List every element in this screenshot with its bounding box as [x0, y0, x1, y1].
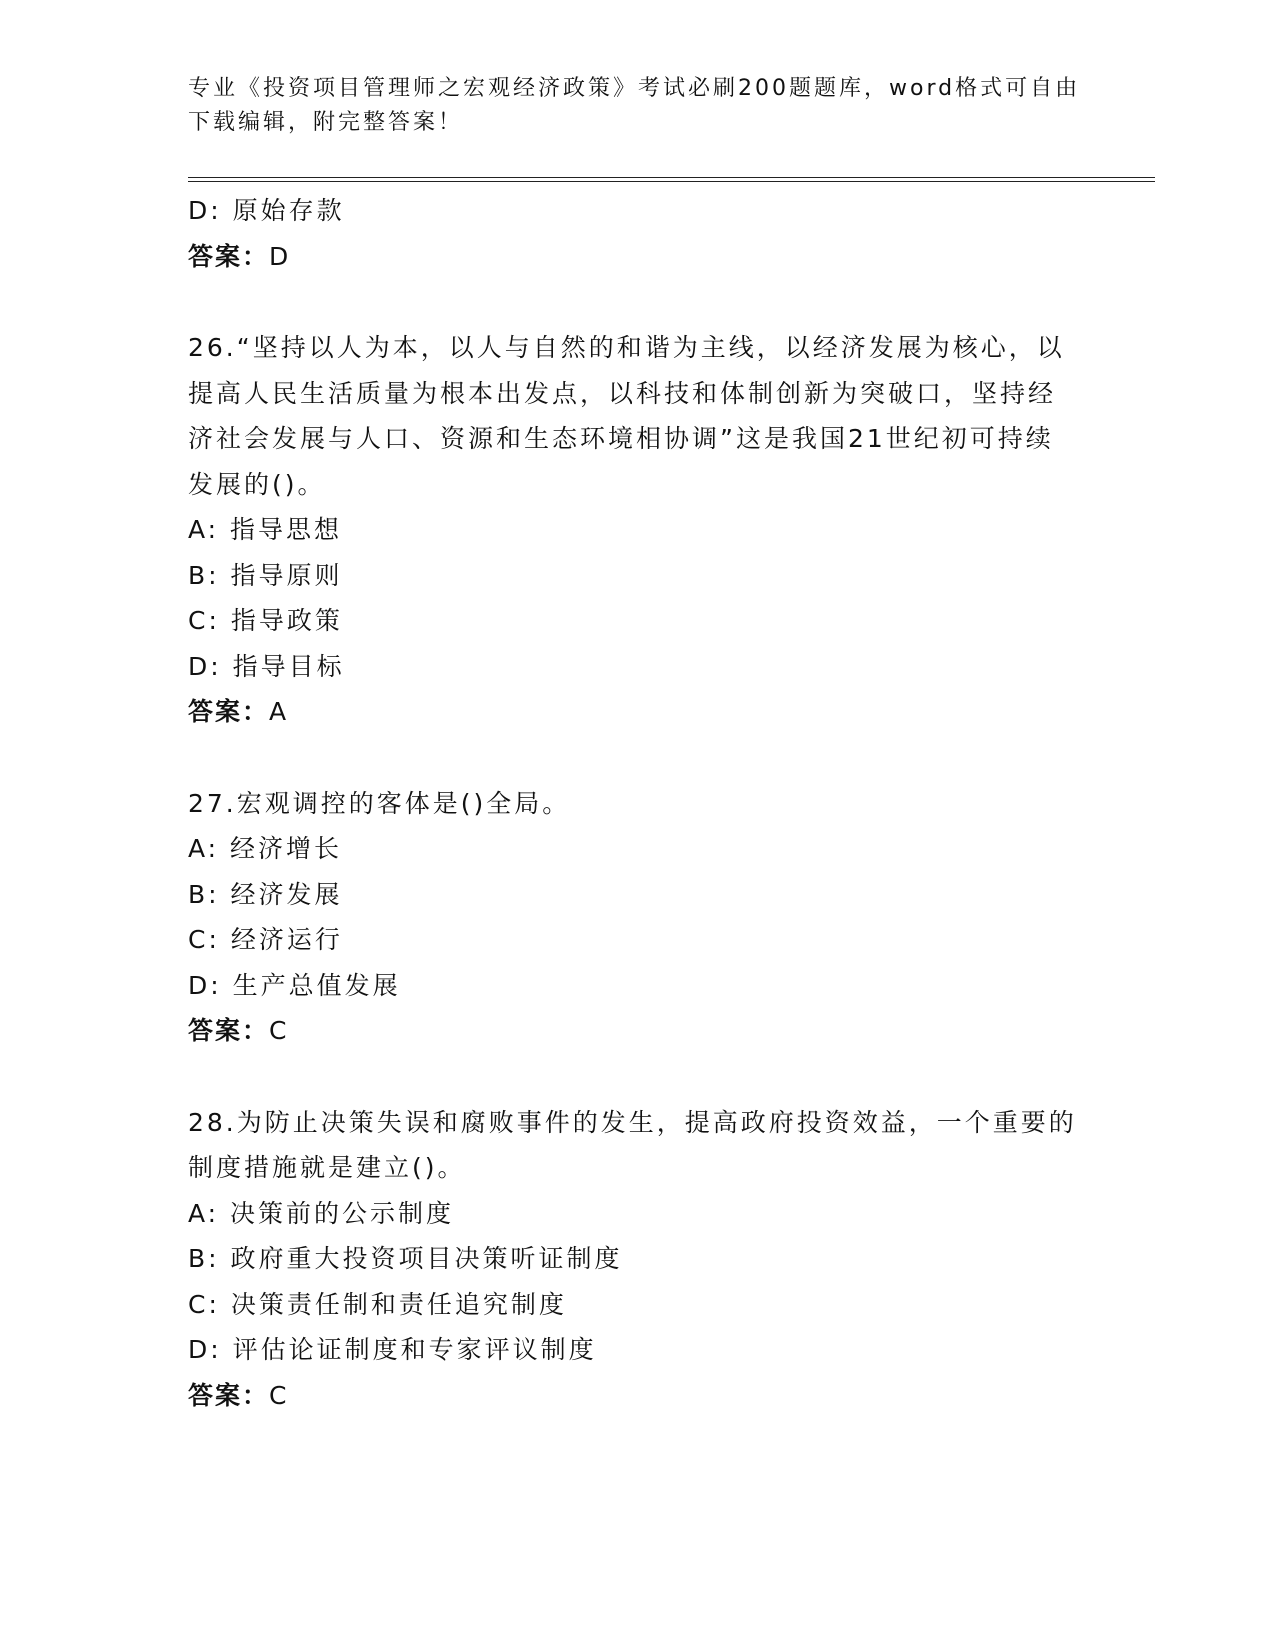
question-stem: 26.“坚持以人为本，以人与自然的和谐为主线，以经济发展为核心，以提高人民生活质量为根本出发点，以科技和体制创新为突破口，坚持经济社会发展与人口、资源和生态环境相协调”这是我国21世纪初可持续发展的()。 [188, 333, 1065, 499]
option-b: B: 指导原则 [188, 560, 343, 590]
option-c: C: 经济运行 [188, 925, 343, 954]
question-block [188, 325, 1088, 735]
option-d: D: 生产总值发展 [188, 970, 401, 1000]
option-d: D: 原始存款 [188, 196, 345, 225]
option-c: C: 指导政策 [188, 606, 343, 635]
option-a: A: 经济增长 [188, 834, 343, 863]
answer-value: A [269, 697, 289, 726]
answer-label: 答案： [188, 241, 270, 271]
option-a: A: 指导思想 [188, 515, 343, 544]
question-stem: 28.为防止决策失误和腐败事件的发生，提高政府投资效益，一个重要的制度措施就是建立()。 [188, 1107, 1077, 1182]
option-b: B: 经济发展 [188, 879, 343, 909]
answer-line [188, 1008, 1088, 1054]
answer-value: D [269, 241, 291, 271]
question-block [188, 1100, 1088, 1419]
header-double-rule [188, 177, 1155, 182]
answer-label: 答案： [188, 697, 270, 726]
option-b: B: 政府重大投资项目决策听证制度 [188, 1244, 623, 1273]
answer-line [188, 234, 1088, 280]
question-stem: 27.宏观调控的客体是()全局。 [188, 788, 571, 818]
option-a: A: 决策前的公示制度 [188, 1198, 455, 1228]
answer-label: 答案： [188, 1016, 270, 1045]
option-c: C: 决策责任制和责任追究制度 [188, 1289, 567, 1319]
option-d: D: 指导目标 [188, 651, 345, 681]
answer-value: C [269, 1380, 289, 1410]
answer-value: C [269, 1016, 289, 1045]
answer-label: 答案： [188, 1380, 270, 1410]
header-title: 专业《投资项目管理师之宏观经济政策》考试必刷200题题库，word格式可自由下载编辑，附完整答案！ [188, 76, 1081, 135]
answer-line [188, 1373, 1088, 1419]
document-body [188, 188, 1088, 1418]
question-block [188, 781, 1088, 1054]
answer-line [188, 689, 1088, 735]
option-d: D: 评估论证制度和专家评议制度 [188, 1335, 597, 1364]
